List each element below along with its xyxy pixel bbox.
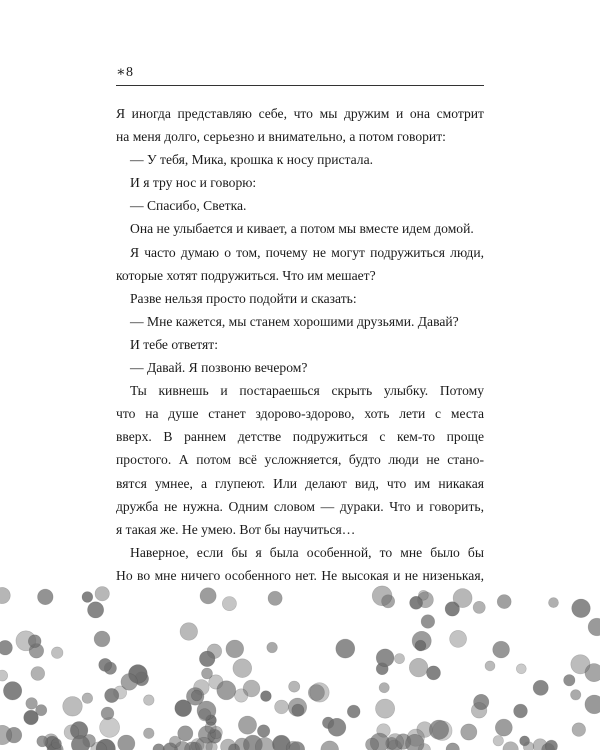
text-line: — Мне кажется, мы станем хорошими друзьями. Давай? (130, 313, 459, 329)
confetti-dot (427, 666, 441, 680)
confetti-dot (199, 709, 211, 721)
confetti-dot (394, 654, 404, 664)
confetti-dot (191, 690, 202, 701)
confetti-decoration (0, 585, 600, 750)
confetti-dot (267, 642, 278, 653)
confetti-dot (372, 586, 392, 606)
confetti-dot (82, 693, 93, 704)
confetti-dot (533, 680, 548, 695)
confetti-dot (257, 725, 269, 737)
confetti-dot (28, 635, 41, 648)
confetti-dot (238, 716, 256, 734)
confetti-dot (564, 675, 575, 686)
confetti-dot (275, 700, 289, 714)
confetti-dot (545, 740, 557, 750)
confetti-dot (321, 741, 339, 750)
text-line: Но во мне ничего особенного нет. Не высокая и не низенькая, (116, 567, 484, 583)
text-line: Я часто думаю о том, почему не могут подружиться люди, (130, 244, 484, 260)
confetti-dot (180, 623, 198, 641)
confetti-dot (144, 728, 155, 739)
confetti-dot (99, 658, 112, 671)
confetti-dot (202, 668, 213, 679)
confetti-dot (144, 695, 155, 706)
confetti-dot (205, 722, 216, 733)
confetti-dot (421, 615, 435, 629)
confetti-dot (101, 707, 114, 720)
confetti-dot (233, 659, 252, 678)
confetti-dot (221, 739, 236, 750)
text-line: на меня долго, серьезно и внимательно, а потом говорит: (116, 129, 446, 145)
confetti-dot (328, 718, 346, 736)
confetti-dot (51, 739, 61, 749)
confetti-dot (95, 587, 109, 601)
confetti-dot (63, 697, 83, 717)
confetti-dot (572, 723, 586, 737)
confetti-dot (121, 674, 138, 691)
confetti-dot (226, 640, 244, 658)
confetti-dot (493, 641, 510, 658)
text-line: я такая же. Не умею. Вот бы научиться… (116, 521, 356, 537)
text-line: которые хотят подружиться. Что им мешает? (116, 267, 376, 283)
confetti-dot (289, 681, 300, 692)
text-line: вверх. В раннем детстве подружиться с кем-то проще (116, 429, 484, 445)
confetti-dot (310, 683, 329, 702)
confetti-dot (520, 736, 530, 746)
text-line: простого. А потом всё усложняется, будто люди не стано- (116, 452, 484, 468)
confetti-dot (169, 736, 180, 747)
confetti-dot (376, 699, 395, 718)
confetti-dot (418, 590, 428, 600)
confetti-dot (36, 705, 47, 716)
text-line: что на душе станет здорово-здорово, хоть лети с места (116, 406, 484, 422)
text-line: дружба не нужна. Одним словом — дураки. Что и говорить, (116, 498, 484, 514)
confetti-dot (0, 670, 8, 681)
confetti-dot (588, 618, 600, 636)
text-line: вятся умнее, а глупеют. Или делают вид, что им никакая (116, 475, 484, 491)
confetti-dot (450, 630, 467, 647)
confetti-dot (222, 597, 236, 611)
confetti-dot (38, 589, 54, 605)
confetti-dot (82, 592, 93, 603)
confetti-dot (292, 704, 304, 716)
confetti-dot (105, 688, 119, 702)
confetti-dot (409, 658, 428, 677)
text-line: Она не улыбается и кивает, а потом мы вместе идем домой. (130, 221, 474, 237)
confetti-dot (461, 724, 477, 740)
confetti-dot (37, 736, 48, 747)
confetti-dot (199, 651, 215, 667)
confetti-dot (379, 683, 389, 693)
confetti-dot (495, 719, 512, 736)
confetti-dot (485, 661, 495, 671)
text-line: — Давай. Я позвоню вечером? (130, 360, 308, 376)
page-number: ∗8 (116, 65, 134, 80)
confetti-dot (26, 698, 38, 710)
confetti-dot (453, 589, 472, 608)
confetti-dot (217, 681, 236, 700)
confetti-dot (429, 720, 448, 739)
confetti-dot (336, 639, 355, 658)
confetti-dot (514, 704, 528, 718)
confetti-dot (549, 598, 559, 608)
confetti-dot (376, 649, 394, 667)
confetti-dot (493, 736, 503, 746)
text-line: И тебе ответят: (130, 336, 219, 352)
confetti-dot (100, 717, 120, 737)
confetti-dot (261, 691, 272, 702)
confetti-dot (0, 640, 12, 655)
text-line: Разве нельзя просто подойти и сказать: (130, 290, 357, 306)
text-line: Я иногда представляю себе, что мы дружим и она смотрит (116, 106, 484, 121)
confetti-dot (51, 647, 63, 659)
confetti-dot (94, 631, 110, 647)
confetti-dot (366, 738, 379, 750)
confetti-dot (387, 734, 404, 750)
confetti-dot (200, 588, 216, 604)
header-rule (116, 85, 484, 86)
confetti-dot (471, 703, 487, 719)
confetti-dot (497, 595, 511, 609)
confetti-dot (446, 743, 459, 750)
confetti-dot (235, 689, 248, 702)
text-line: Наверное, если бы я была особенной, то мне было бы (130, 544, 484, 560)
confetti-dot (406, 734, 425, 750)
confetti-dot (415, 640, 426, 651)
confetti-dot (31, 667, 45, 681)
confetti-dot (503, 742, 518, 750)
confetti-dot (585, 695, 600, 714)
text-line: — У тебя, Мика, крошка к носу пристала. (130, 152, 374, 168)
confetti-dot (473, 601, 485, 613)
text-line: Ты кивнешь и постараешься скрыть улыбку. Потому (130, 383, 484, 399)
confetti-dot (0, 587, 10, 603)
confetti-dot (3, 682, 21, 700)
confetti-dot (118, 735, 135, 750)
text-line: И я тру нос и говорю: (130, 175, 257, 191)
confetti-dot (571, 690, 581, 700)
text-line: — Спасибо, Светка. (130, 198, 247, 214)
confetti-dot (572, 599, 591, 618)
confetti-dot (268, 591, 282, 605)
body-text (116, 102, 484, 587)
confetti-dot (516, 664, 526, 674)
confetti-dot (571, 655, 590, 674)
confetti-dot (88, 602, 104, 618)
confetti-dot (347, 705, 360, 718)
